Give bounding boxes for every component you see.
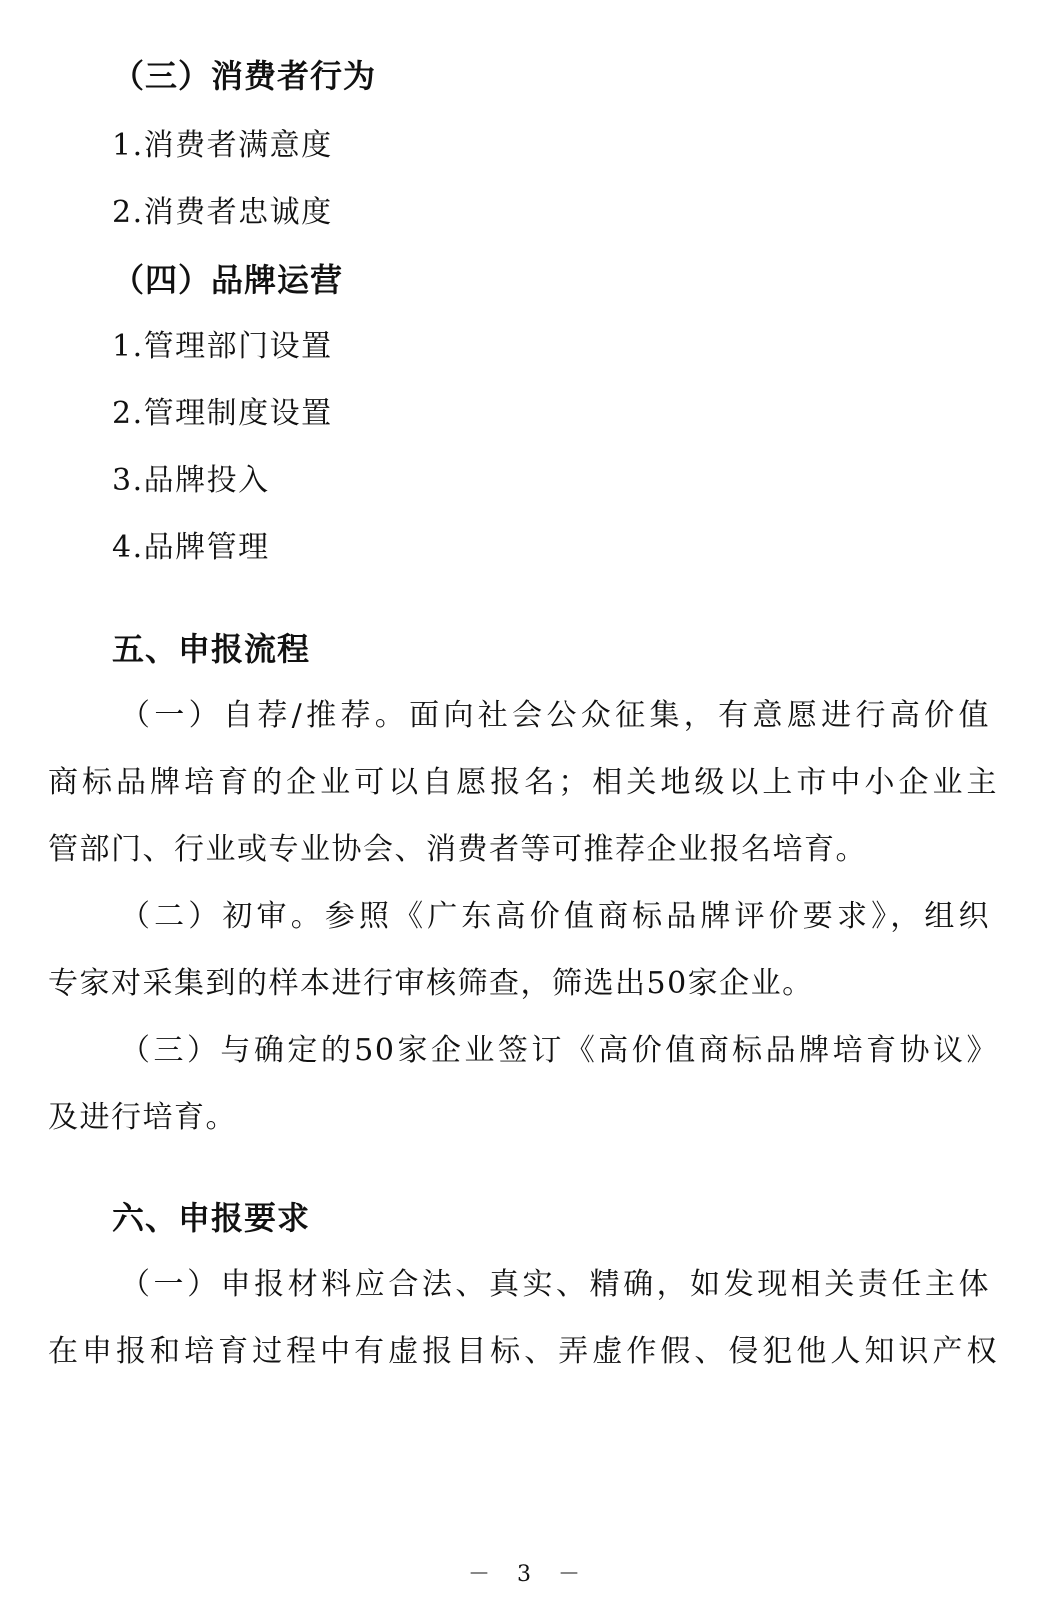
list-item: 1.消费者满意度 [112,128,333,163]
section-heading-brand-operation: （四）品牌运营 [112,261,344,299]
paragraph-line: 商标品牌培育的企业可以自愿报名；相关地级以上市中小企业主 [48,765,998,800]
paragraph-line: 及进行培育。 [48,1100,237,1135]
page-number: － 3 － [468,1562,590,1587]
paragraph-line: （三）与确定的50家企业签订《高价值商标品牌培育协议》 [120,1033,998,1068]
part-heading-application-process: 五、申报流程 [112,630,311,668]
paragraph-line: 管部门、行业或专业协会、消费者等可推荐企业报名培育。 [48,832,867,867]
list-item: 4.品牌管理 [112,530,270,565]
paragraph-line: （二）初审。参照《广东高价值商标品牌评价要求》，组织 [120,899,990,934]
list-item: 3.品牌投入 [112,463,270,498]
section-heading-consumer-behavior: （三）消费者行为 [112,57,377,95]
paragraph-line: 专家对采集到的样本进行审核筛查，筛选出50家企业。 [48,966,814,1001]
list-item: 1.管理部门设置 [112,329,333,364]
paragraph-line: （一）自荐/推荐。面向社会公众征集，有意愿进行高价值 [120,698,990,733]
paragraph-line: （一）申报材料应合法、真实、精确，如发现相关责任主体 [120,1267,990,1302]
part-heading-application-requirements: 六、申报要求 [112,1199,311,1237]
list-item: 2.消费者忠诚度 [112,195,333,230]
paragraph-line: 在申报和培育过程中有虚报目标、弄虚作假、侵犯他人知识产权 [48,1334,998,1369]
list-item: 2.管理制度设置 [112,396,333,431]
